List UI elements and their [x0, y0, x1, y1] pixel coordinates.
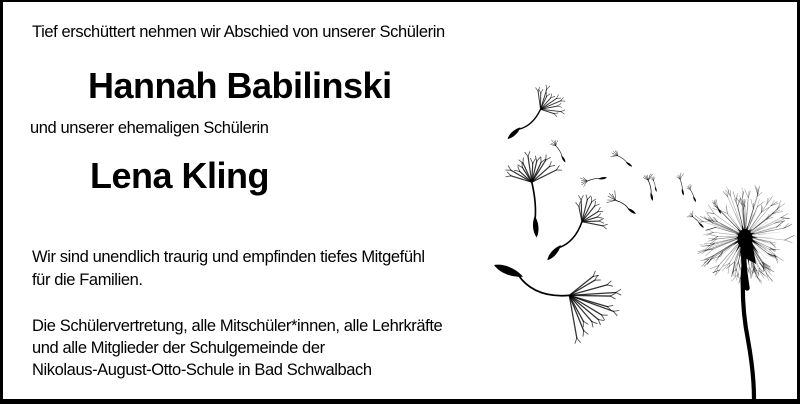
- dandelion-svg: [480, 60, 798, 399]
- signature-line: Die Schülervertretung, alle Mitschüler*innen, alle Lehrkräfte: [32, 317, 443, 335]
- secondary-intro-line: und unserer ehemaligen Schülerin: [30, 119, 269, 137]
- dandelion-illustration: [480, 60, 798, 399]
- condolence-line: für die Familien.: [32, 271, 143, 289]
- deceased-name-primary: Hannah Babilinski: [88, 65, 392, 106]
- intro-line: Tief erschüttert nehmen wir Abschied von unserer Schülerin: [32, 23, 445, 41]
- condolence-line: Wir sind unendlich traurig und empfinden tiefes Mitgefühl: [32, 248, 425, 266]
- signature-text: [32, 315, 442, 381]
- signature-line: Nikolaus-August-Otto-Schule in Bad Schwalbach: [32, 361, 372, 379]
- deceased-name-secondary: Lena Kling: [90, 155, 270, 196]
- condolence-text: [32, 246, 425, 292]
- signature-line: und alle Mitglieder der Schulgemeinde der: [32, 339, 325, 357]
